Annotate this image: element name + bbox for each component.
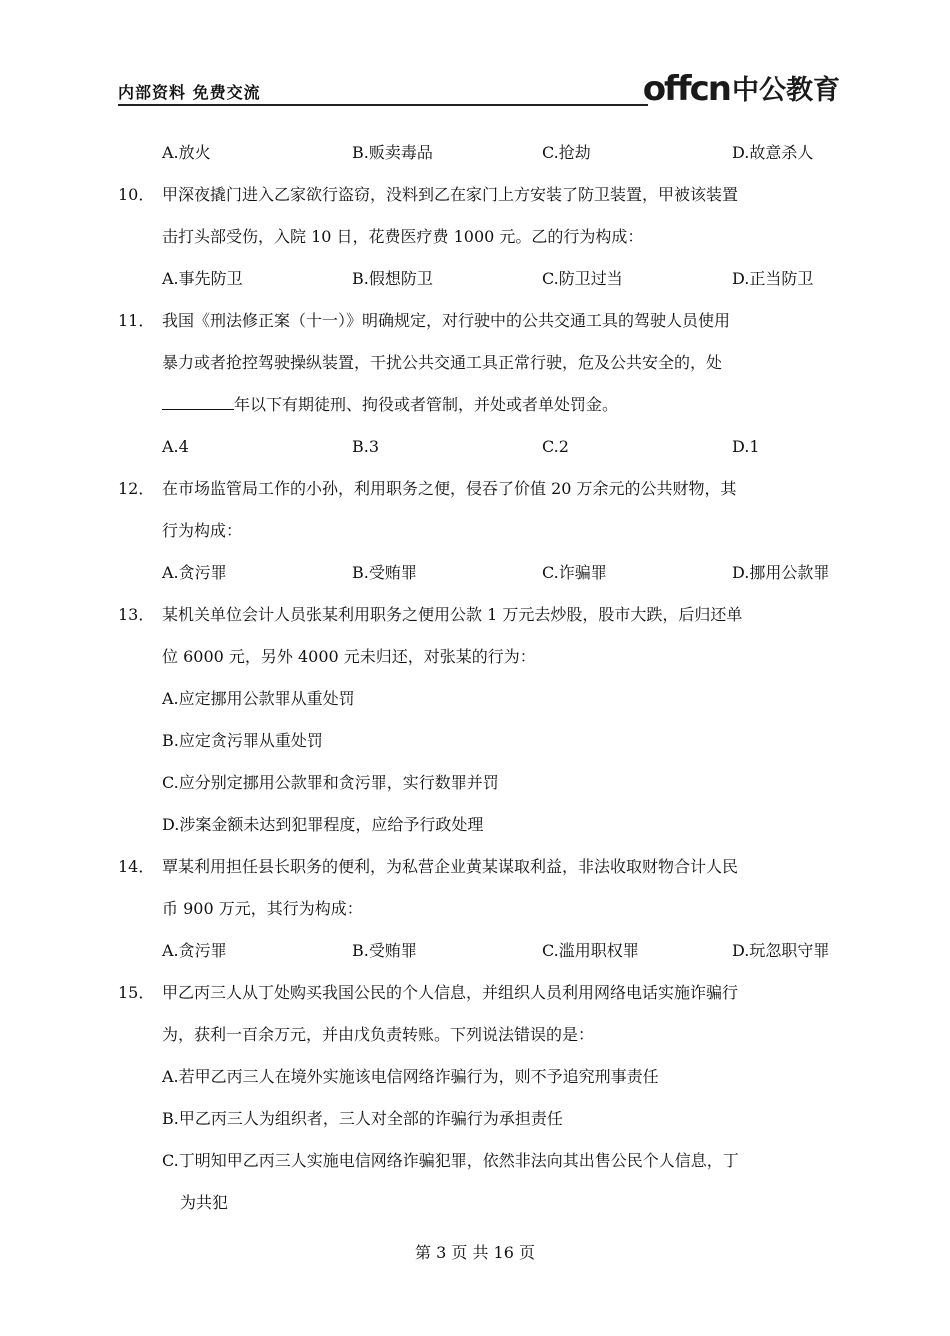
question-number: 14． — [118, 857, 155, 876]
question-number: 11． — [118, 311, 155, 330]
q13-option-a: A.应定挪用公款罪从重处罚 — [162, 689, 355, 708]
q10-option-c: C.防卫过当 — [542, 269, 623, 288]
header-left-text: 内部资料 免费交流 — [118, 83, 261, 102]
q12-option-b: B.受贿罪 — [352, 563, 417, 582]
q15-option-c-continuation: 为共犯 — [180, 1193, 229, 1212]
question-stem — [162, 300, 840, 426]
q9-option-a: A.放火 — [162, 143, 211, 162]
stem-line-text: 年以下有期徒刑、拘役或者管制，并处或者单处罚金。 — [234, 395, 619, 414]
q14-option-b: B.受贿罪 — [352, 941, 417, 960]
q14-option-c: C.滥用职权罪 — [542, 941, 639, 960]
q10-option-d: D.正当防卫 — [732, 269, 814, 288]
question-stem — [162, 594, 840, 678]
q15-option-a: A.若甲乙丙三人在境外实施该电信网络诈骗行为，则不予追究刑事责任 — [162, 1067, 659, 1086]
q13-option-b: B.应定贪污罪从重处罚 — [162, 731, 323, 750]
q11-option-a: A.4 — [162, 437, 189, 456]
q11-option-c: C.2 — [542, 437, 569, 456]
offcn-logo — [642, 66, 840, 109]
stem-line: 暴力或者抢控驾驶操纵装置，干扰公共交通工具正常行驶，危及公共安全的，处 — [162, 353, 723, 372]
q12-option-c: C.诈骗罪 — [542, 563, 607, 582]
q11-options — [118, 426, 840, 468]
q14-option-d: D.玩忽职守罪 — [732, 941, 830, 960]
stem-line: 击打头部受伤，入院 10 日，花费医疗费 1000 元。乙的行为构成： — [162, 227, 644, 246]
question-stem — [162, 972, 840, 1056]
question-number: 10． — [118, 185, 155, 204]
stem-line: 某机关单位会计人员张某利用职务之便用公款 1 万元去炒股，股市大跌，后归还单 — [162, 605, 743, 624]
stem-line: 在市场监管局工作的小孙，利用职务之便，侵吞了价值 20 万余元的公共财物，其 — [162, 479, 737, 498]
logo-english-text: offcn — [642, 69, 730, 109]
q12-option-a: A.贪污罪 — [162, 563, 227, 582]
q13-option-c: C.应分别定挪用公款罪和贪污罪，实行数罪并罚 — [162, 773, 499, 792]
question-14 — [118, 846, 840, 930]
question-stem — [162, 468, 840, 552]
stem-line: 位 6000 元，另外 4000 元未归还，对张某的行为： — [162, 647, 536, 666]
q10-options — [118, 258, 840, 300]
q10-option-a: A.事先防卫 — [162, 269, 243, 288]
question-stem — [162, 846, 840, 930]
q15-option-c: C.丁明知甲乙丙三人实施电信网络诈骗犯罪，依然非法向其出售公民个人信息，丁 — [162, 1151, 739, 1170]
q9-option-c: C.抢劫 — [542, 143, 591, 162]
page-header — [118, 66, 840, 109]
question-number: 15． — [118, 983, 155, 1002]
question-stem — [162, 174, 840, 258]
q15-option-b: B.甲乙丙三人为组织者，三人对全部的诈骗行为承担责任 — [162, 1109, 563, 1128]
question-12 — [118, 468, 840, 552]
q14-options — [118, 930, 840, 972]
stem-line: 币 900 万元，其行为构成： — [162, 899, 363, 918]
stem-line: 甲乙丙三人从丁处购买我国公民的个人信息，并组织人员利用网络电话实施诈骗行 — [162, 983, 739, 1002]
stem-line — [162, 384, 840, 426]
question-11 — [118, 300, 840, 426]
page-content — [118, 132, 840, 1224]
q11-option-b: B.3 — [352, 437, 380, 456]
question-number: 12． — [118, 479, 155, 498]
question-number: 13． — [118, 605, 155, 624]
header-rule — [118, 104, 648, 106]
q9-options — [118, 132, 840, 174]
logo-chinese-text: 中公教育 — [732, 75, 840, 106]
fill-blank — [162, 391, 234, 410]
q12-options — [118, 552, 840, 594]
page-footer: 第 3 页 共 16 页 — [415, 1243, 535, 1262]
stem-line: 行为构成： — [162, 521, 243, 540]
q13-option-d: D.涉案金额未达到犯罪程度，应给予行政处理 — [162, 815, 484, 834]
q9-option-b: B.贩卖毒品 — [352, 143, 433, 162]
q14-option-a: A.贪污罪 — [162, 941, 227, 960]
q10-option-b: B.假想防卫 — [352, 269, 433, 288]
stem-line: 覃某利用担任县长职务的便利，为私营企业黄某谋取利益，非法收取财物合计人民 — [162, 857, 739, 876]
stem-line: 我国《刑法修正案（十一）》明确规定，对行驶中的公共交通工具的驾驶人员使用 — [162, 311, 731, 330]
question-10 — [118, 174, 840, 258]
q12-option-d: D.挪用公款罪 — [732, 563, 830, 582]
q11-option-d: D.1 — [732, 437, 760, 456]
question-13 — [118, 594, 840, 678]
stem-line: 为，获利一百余万元，并由戊负责转账。下列说法错误的是： — [162, 1025, 595, 1044]
stem-line: 甲深夜撬门进入乙家欲行盗窃，没料到乙在家门上方安装了防卫装置，甲被该装置 — [162, 185, 739, 204]
q9-option-d: D.故意杀人 — [732, 143, 814, 162]
question-15 — [118, 972, 840, 1056]
